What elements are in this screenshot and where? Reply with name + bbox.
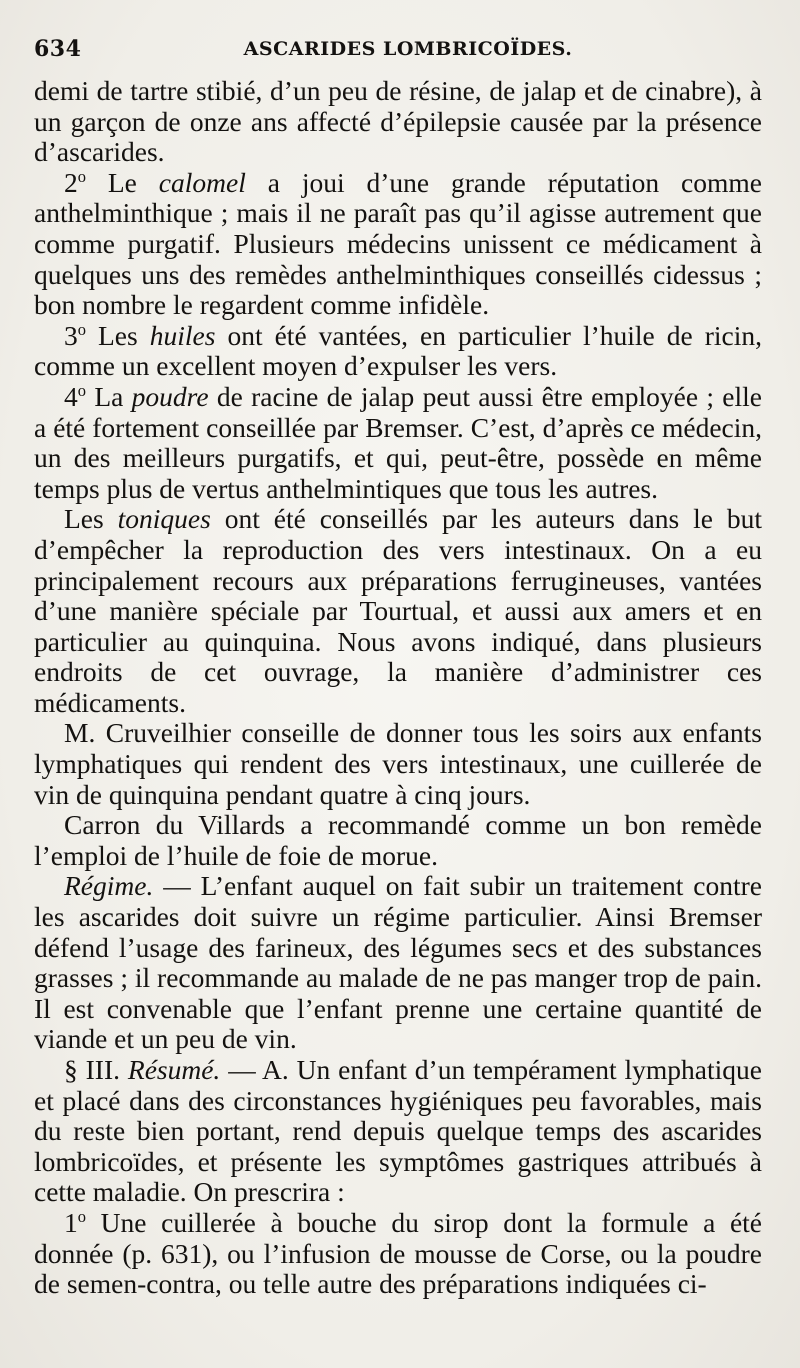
- text-run: Le: [86, 166, 159, 198]
- italic-term: poudre: [131, 380, 209, 412]
- text-run: M. Cruveilhier conseille de donner tous les soirs aux enfants lymphatiques qui rendent des vers intestinaux, une cuillerée de vin de quinquina pendant quatre à cinq jours.: [34, 717, 762, 810]
- text-run: 4: [64, 380, 78, 412]
- paragraph: [34, 1055, 762, 1208]
- text-run: ont été vantées, en particulier l’huile de ricin, comme un excellent moyen d’expulser les vers.: [34, 319, 762, 382]
- text-run: Une cuillerée à bouche du sirop dont la formule a été donnée (p. 631), ou l’infusion de mousse de Corse, ou la poudre de semen-contra, ou telle autre des préparations indiquées ci-: [34, 1206, 762, 1300]
- text-run: 3: [64, 319, 78, 351]
- page-number: 634: [34, 36, 82, 62]
- text-run: Les: [86, 319, 150, 351]
- paragraph: [34, 871, 762, 1055]
- text-run: 1: [64, 1206, 78, 1238]
- text-run: Les: [64, 503, 118, 535]
- paragraph: [34, 321, 762, 382]
- paragraph: [34, 810, 762, 871]
- paragraph: [34, 168, 762, 321]
- text-run: Carron du Villards a recommandé comme un bon remède l’emploi de l’huile de foie de morue.: [34, 809, 762, 871]
- running-head: [34, 30, 762, 76]
- italic-term: Résumé.: [127, 1054, 221, 1085]
- italic-term: toniques: [117, 503, 211, 535]
- text-run: — L’enfant auquel on fait subir un traitement contre les ascarides doit suivre un régime particulier. Ainsi Bremser défend l’usage des farineux, des légumes secs et des substances grasses ; il recommande au malade de ne pas manger trop de pain. Il est convenable que l’enfant prenne une certaine quantité de viande et un peu de vin.: [34, 870, 762, 1055]
- text-run: La: [86, 380, 132, 412]
- italic-term: Régime.: [64, 870, 154, 902]
- italic-term: calomel: [158, 166, 246, 198]
- text-run: ont été conseillés par les auteurs dans le but d’empêcher la reproduction des vers intestinaux. On a eu principalement recours aux préparations ferrugineuses, vantées d’une manière spéciale par Tourtual, et aussi aux amers et en particulier au quinquina. Nous avons indiqué, dans plusieurs endroits de cet ouvrage, la manière d’administrer ces médicaments.: [34, 503, 762, 718]
- text-run: — A. Un enfant d’un tempérament lymphatique et placé dans des circonstances hygiéniques peu favorables, mais du reste bien portant, rend depuis quelque temps des ascarides lombricoïdes, et présente les symptômes gastriques attribués à cette maladie. On prescrira :: [34, 1054, 762, 1208]
- text-run: a joui d’une grande réputation comme anthelminthique ; mais il ne paraît pas qu’il agisse autrement que comme purgatif. Plusieurs médecins unissent ce médicament à quelques uns des remèdes anthelminthiques conseillés cidessus ; bon nombre le regardent comme infidèle.: [34, 166, 762, 321]
- paragraph: [34, 382, 762, 504]
- ordinal-marker: o: [77, 1206, 86, 1226]
- ordinal-marker: o: [77, 319, 86, 339]
- text-run: 2: [64, 166, 78, 198]
- paragraph: [34, 1208, 762, 1300]
- ordinal-marker: o: [77, 380, 86, 400]
- paragraph: [34, 504, 762, 718]
- text-run: demi de tartre stibié, d’un peu de résine, de jalap et de cinabre), à un garçon de onze ans affecté d’épilepsie causée par la présence d’ascarides.: [34, 75, 762, 168]
- body-text: [34, 76, 762, 1300]
- paragraph: [34, 76, 762, 168]
- italic-term: huiles: [149, 319, 216, 351]
- paragraph: [34, 718, 762, 810]
- ordinal-marker: o: [77, 166, 86, 186]
- text-run: § III.: [64, 1054, 128, 1085]
- text-run: de racine de jalap peut aussi être employée ; elle a été fortement conseillée par Bremser. C’est, d’après ce médecin, un des meilleurs purgatifs, et qui, peut-être, possède en même temps plus de vertus anthelmintiques que tous les autres.: [34, 380, 762, 504]
- running-title: ASCARIDES LOMBRICOÏDES.: [243, 38, 573, 60]
